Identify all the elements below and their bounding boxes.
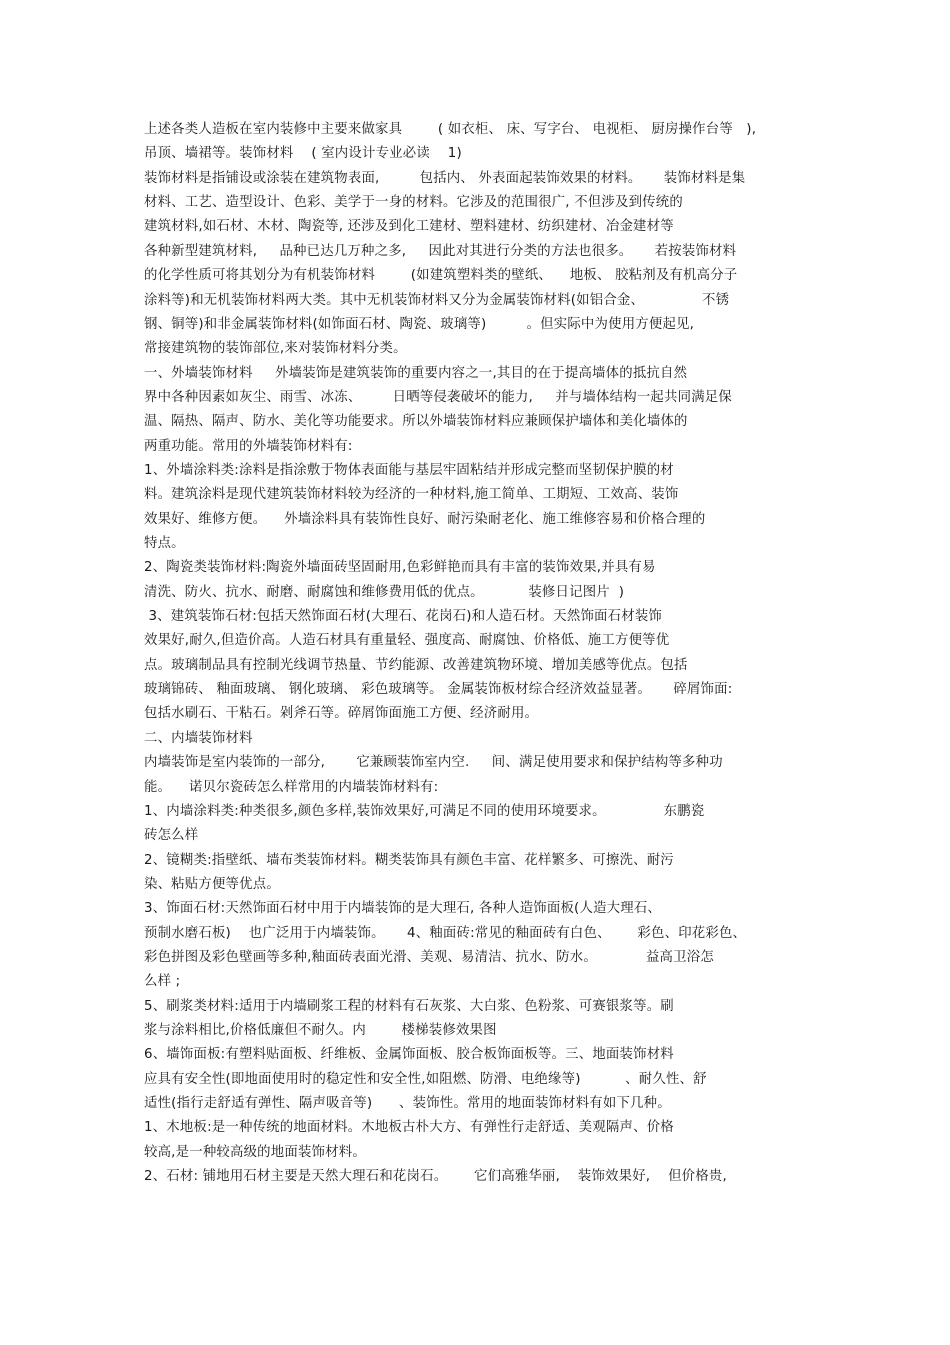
text-line: 二、内墙装饰材料 [144, 730, 253, 746]
text-line: 染、粘贴方便等优点。 [144, 876, 280, 892]
text-line: 材料、工艺、造型设计、色彩、美学于一身的材料。它涉及的范围很广, 不但涉及到传统的 [144, 195, 683, 211]
text-line: 钢、铜等)和非金属装饰材料(如饰面石材、陶瓷、玻璃等) 。但实际中为使用方便起见, [144, 316, 695, 332]
text-line: 的化学性质可将其划分为有机装饰材料 (如建筑塑料类的壁纸、 地板、 胶粘剂及有机高分子 [144, 268, 738, 284]
text-line: 6、墙饰面板:有塑料贴面板、纤维板、金属饰面板、胶合板饰面板等。三、地面装饰材料 [144, 1047, 674, 1063]
text-line: 界中各种因素如灰尘、雨雪、冰冻、 日晒等侵袭破坏的能力, 并与墙体结构一起共同满足保 [144, 389, 732, 405]
text-line: 各种新型建筑材料, 品种已达几万种之多, 因此对其进行分类的方法也很多。 若按装饰材料 [144, 243, 737, 259]
text-line: 两重功能。常用的外墙装饰材料有: [144, 438, 353, 454]
text-line: 浆与涂料相比,价格低廉但不耐久。内 楼梯装修效果图 [144, 1023, 497, 1038]
text-line: 一、外墙装饰材料 外墙装饰是建筑装饰的重要内容之一,其目的在于提高墙体的抵抗自然 [144, 365, 688, 381]
text-line: 包括水刷石、干粘石。剁斧石等。碎屑饰面施工方便、经济耐用。 [144, 706, 539, 722]
text-line: 1、木地板:是一种传统的地面材料。木地板古朴大方、有弹性行走舒适、美观隔声、价格 [144, 1120, 674, 1136]
text-line: 效果好、维修方便。 外墙涂料具有装饰性良好、耐污染耐老化、施工维修容易和价格合理的 [144, 511, 706, 527]
text-line: 2、陶瓷类装饰材料:陶瓷外墙面砖坚固耐用,色彩鲜艳而具有丰富的装饰效果,并具有易 [144, 560, 656, 576]
text-line: 么样 ; [144, 974, 181, 990]
text-line: 点。玻璃制品具有控制光线调节热量、节约能源、改善建筑物环境、增加美感等优点。包括 [144, 657, 688, 673]
text-line: 能。 诺贝尔瓷砖怎么样常用的内墙装饰材料有: [144, 779, 439, 795]
text-line: 应具有安全性(即地面使用时的稳定性和安全性,如阻燃、防滑、电绝缘等) 、耐久性、舒 [144, 1071, 707, 1087]
text-line: 吊顶、墙裙等。装饰材料 ( 室内设计专业必读 1) [144, 146, 462, 162]
text-line: 上述各类人造板在室内装修中主要来做家具 ( 如衣柜、 床、写字台、 电视柜、 厨房操作台等 ), [144, 122, 757, 137]
text-line: 预制水磨石板) 也广泛用于内墙装饰。 4、釉面砖:常见的釉面砖有白色、 彩色、印花彩色、 [144, 925, 747, 941]
text-line: 装饰材料是指铺设或涂装在建筑物表面, 包括内、 外表面起装饰效果的材料。 装饰材料是集 [144, 170, 746, 186]
text-line: 砖怎么样 [144, 828, 199, 844]
text-line: 1、内墙涂料类:种类很多,颜色多样,装饰效果好,可满足不同的使用环境要求。 东鹏瓷 [144, 803, 705, 819]
text-line: 涂料等)和无机装饰材料两大类。其中无机装饰材料又分为金属装饰材料(如铝合金、 不锈 [144, 292, 730, 308]
text-line: 料。建筑涂料是现代建筑装饰材料较为经济的一种材料,施工简单、工期短、工效高、装饰 [144, 487, 679, 503]
text-line: 清洗、防火、抗水、耐磨、耐腐蚀和维修费用低的优点。 装修日记图片 ) [144, 584, 625, 600]
text-line: 5、刷浆类材料:适用于内墙刷浆工程的材料有石灰浆、大白浆、色粉浆、可赛银浆等。刷 [144, 998, 674, 1014]
text-line: 温、隔热、隔声、防水、美化等功能要求。所以外墙装饰材料应兼顾保护墙体和美化墙体的 [144, 414, 688, 430]
text-line: 常接建筑物的装饰部位,来对装饰材料分类。 [144, 341, 407, 357]
text-line: 3、建筑装饰石材:包括天然饰面石材(大理石、花岗石)和人造石材。天然饰面石材装饰 [144, 609, 662, 624]
text-line: 2、镜糊类:指壁纸、墙布类装饰材料。糊类装饰具有颜色丰富、花样繁多、可擦洗、耐污 [144, 852, 674, 868]
text-line: 较高,是一种较高级的地面装饰材料。 [144, 1144, 366, 1160]
text-line: 3、饰面石材:天然饰面石材中用于内墙装饰的是大理石, 各种人造饰面板(人造大理石、 [144, 901, 662, 917]
text-line: 建筑材料,如石材、木材、陶瓷等, 还涉及到化工建材、塑料建材、纺织建材、冶金建材等 [144, 219, 674, 235]
text-line: 效果好,耐久,但造价高。人造石材具有重量轻、强度高、耐腐蚀、价格低、施工方便等优 [144, 633, 670, 649]
text-line: 1、外墙涂料类:涂料是指涂敷于物体表面能与基层牢固粘结并形成完整而坚韧保护膜的材 [144, 462, 674, 478]
text-line: 特点。 [144, 536, 185, 551]
text-line: 适性(指行走舒适有弹性、隔声吸音等) 、装饰性。常用的地面装饰材料有如下几种。 [144, 1096, 671, 1111]
text-line: 内墙装饰是室内装饰的一部分, 它兼顾装饰室内空. 间、满足使用要求和保护结构等多种功 [144, 755, 723, 771]
text-line: 2、石材: 铺地用石材主要是天然大理石和花岗石。 它们高雅华丽, 装饰效果好, 但价格贵, [144, 1169, 727, 1184]
text-line: 玻璃锦砖、 釉面玻璃、 钢化玻璃、 彩色玻璃等。 金属装饰板材综合经济效益显著。 碎屑饰面: [144, 682, 733, 698]
text-line: 彩色拼图及彩色壁画等多种,釉面砖表面光滑、美观、易清洁、抗水、防水。 益高卫浴怎 [144, 949, 714, 965]
